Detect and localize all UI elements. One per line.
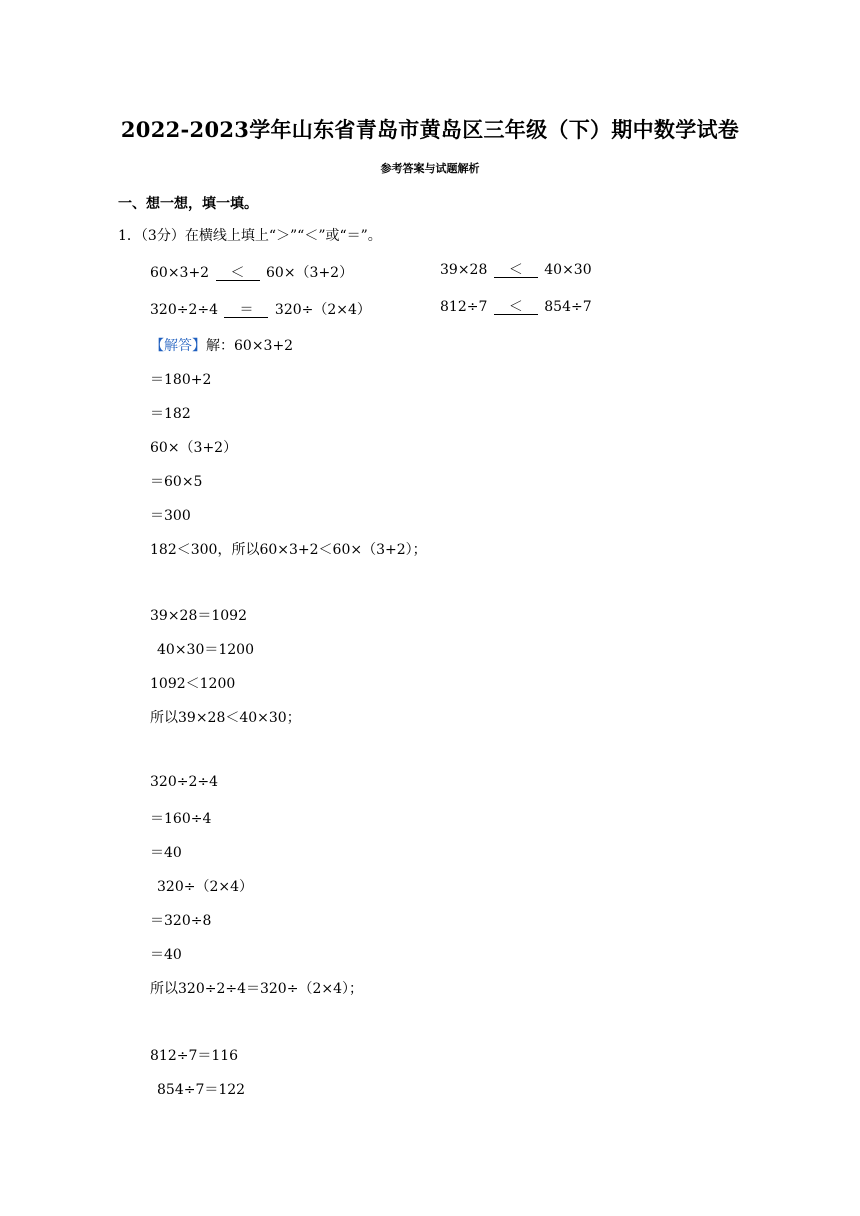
solution-line: 1092＜1200 bbox=[150, 676, 236, 692]
compare-item bbox=[440, 299, 592, 315]
compare-right: 40×30 bbox=[544, 262, 592, 278]
solution-line: 812÷7＝116 bbox=[150, 1048, 239, 1064]
question-number: 1． bbox=[118, 228, 141, 244]
compare-left: 812÷7 bbox=[440, 299, 488, 315]
solution-line: 320÷2÷4 bbox=[150, 774, 218, 790]
compare-left: 320÷2÷4 bbox=[150, 302, 218, 318]
solution-line: 854÷7＝122 bbox=[157, 1082, 246, 1098]
question-1 bbox=[118, 225, 382, 245]
compare-right: 854÷7 bbox=[544, 299, 592, 315]
solution-line: ＝300 bbox=[150, 508, 191, 524]
solution-line: 所以320÷2÷4＝320÷（2×4）； bbox=[150, 981, 363, 997]
question-score: （3分） bbox=[140, 228, 185, 244]
solution-text: 解：60×3+2 bbox=[206, 338, 294, 354]
solution-line: 60×（3+2） bbox=[150, 440, 238, 456]
solution-line: 40×30＝1200 bbox=[157, 642, 254, 658]
compare-item bbox=[150, 299, 371, 319]
compare-item bbox=[150, 262, 353, 282]
section-heading: 一、想一想，填一填。 bbox=[118, 196, 258, 212]
solution-line: ＝40 bbox=[150, 845, 182, 861]
solution-line: ＝180+2 bbox=[150, 372, 212, 388]
solution-line: ＝160÷4 bbox=[150, 811, 212, 827]
solution-line: 所以39×28＜40×30； bbox=[150, 710, 301, 726]
answer-blank: ＝ bbox=[224, 303, 268, 318]
document-title: 2022-2023学年山东省青岛市黄岛区三年级（下）期中数学试卷 bbox=[120, 117, 740, 142]
question-prompt: 在横线上填上“＞”“＜”或“＝”。 bbox=[184, 228, 382, 244]
answer-blank: ＜ bbox=[494, 300, 538, 315]
solution-line: ＝182 bbox=[150, 406, 191, 422]
compare-right: 320÷（2×4） bbox=[274, 302, 371, 318]
answer-blank: ＜ bbox=[494, 263, 538, 278]
solution-line: ＝40 bbox=[150, 947, 182, 963]
compare-left: 39×28 bbox=[440, 262, 488, 278]
solution-line: ＝60×5 bbox=[150, 474, 203, 490]
compare-right: 60×（3+2） bbox=[266, 265, 354, 281]
solution-line: ＝320÷8 bbox=[150, 913, 212, 929]
solution-line: 320÷（2×4） bbox=[157, 879, 253, 895]
solution-line bbox=[150, 335, 293, 355]
compare-left: 60×3+2 bbox=[150, 265, 210, 281]
solution-line: 39×28＝1092 bbox=[150, 608, 247, 624]
compare-item bbox=[440, 262, 592, 278]
document-subtitle: 参考答案与试题解析 bbox=[380, 162, 480, 175]
solution-tag: 【解答】 bbox=[150, 338, 206, 354]
solution-line: 182＜300，所以60×3+2＜60×（3+2）； bbox=[150, 542, 427, 558]
answer-blank: ＜ bbox=[216, 266, 260, 281]
